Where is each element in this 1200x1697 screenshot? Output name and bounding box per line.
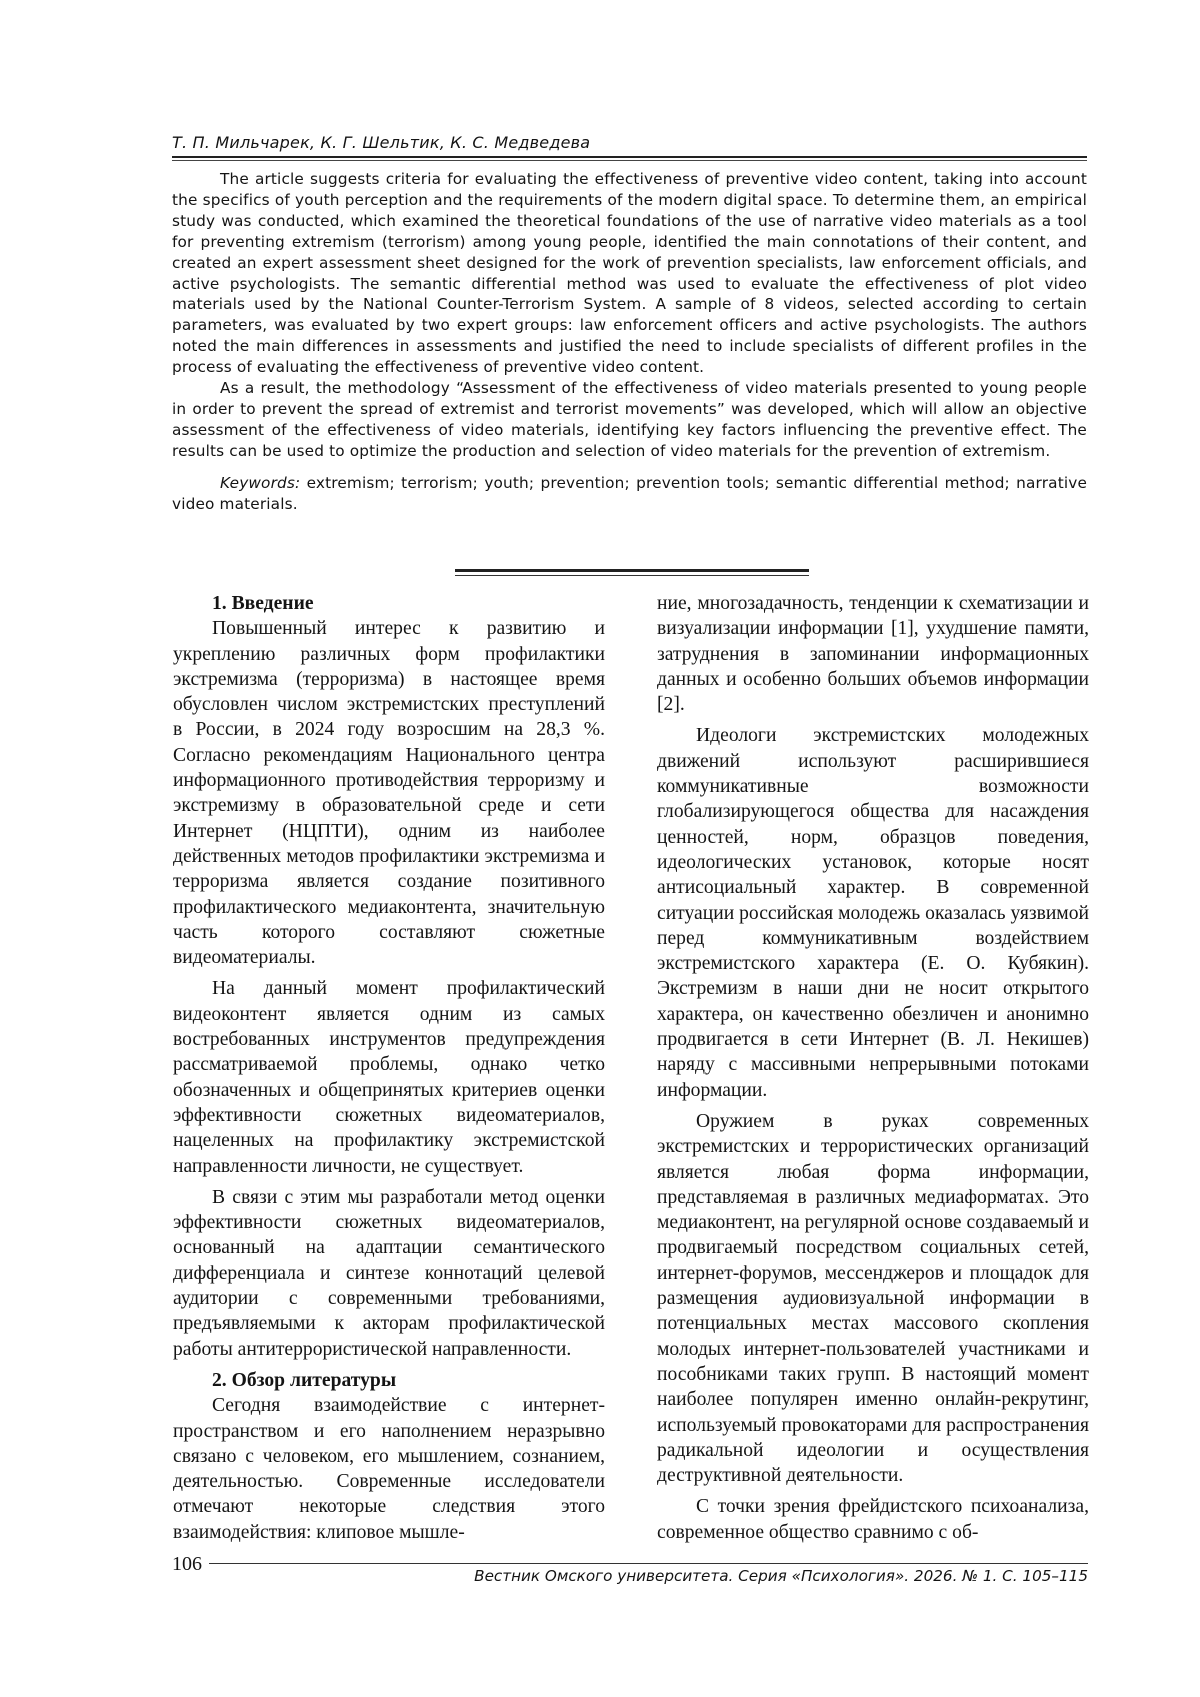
abstract bbox=[172, 169, 1087, 515]
heading-literature-review: 2. Обзор литературы bbox=[212, 1369, 397, 1391]
footer-rule bbox=[209, 1563, 1088, 1564]
body-paragraph-continued: ние, многозадачность, тенденции к схематизации и визуализации информации [1], ухудшение памяти, затруднения в запоминании информационных данных и особенно больших объемов информации [2]. bbox=[657, 593, 1089, 716]
body-paragraph: Сегодня взаимодействие с интернет-пространством и его наполнением неразрывно связано с человеком, его мышлением, сознанием, деятельностью. Современные исследователи отмечают некоторые следствия этого взаимодействия: клиповое мышле- bbox=[173, 1395, 605, 1543]
right-column bbox=[657, 591, 1089, 1545]
abstract-paragraph: The article suggests criteria for evaluating the effectiveness of preventive video content, taking into account the specifics of youth perception and the requirements of the modern digital space. To determine them, an empirical study was conducted, which examined the theoretical foundations of the use of narrative video materials as a tool for preventing extremism (terrorism) among young people, identified the main connotations of their content, and created an expert assessment sheet designed for the work of prevention specialists, law enforcement officials, and active psychologists. The semantic differential method was used to evaluate the effectiveness of plot video materials used by the National Counter-Terrorism System. A sample of 8 videos, selected according to certain parameters, was evaluated by two expert groups: law enforcement officers and active psychologists. The authors noted the main differences in assessments and justified the need to include specialists of different profiles in the process of evaluating the effectiveness of preventive video content. bbox=[172, 170, 1087, 377]
header-rule-thin bbox=[172, 160, 1087, 161]
section-separator bbox=[455, 569, 809, 572]
header-rule bbox=[172, 156, 1087, 158]
body-paragraph: Повышенный интерес к развитию и укреплению различных форм профилактики экстремизма (терроризма) в настоящее время обусловлен числом экстремистских преступлений в России, в 2024 году возросшим на 28,3 %. Согласно рекомендациям Национального центра информационного противодействия терроризму и экстремизму в образовательной среде и сети Интернет (НЦПТИ), одним из наиболее действенных методов профилактики экстремизма и терроризма является создание позитивного профилактического медиаконтента, значительную часть которого составляют сюжетные видеоматериалы. bbox=[173, 618, 605, 969]
body-paragraph: Оружием в руках современных экстремистских и террористических организаций является любая форма информации, представляемая в различных медиаформатах. Это медиаконтент, на регулярной основе создаваемый и продвигаемый посредством социальных сетей, интернет-форумов, мессенджеров и площадок для размещения аудиовизуальной информации в потенциальных местах массового скопления молодых интернет-пользователей участниками и пособниками таких групп. В настоящий момент наиболее популярен именно онлайн-рекрутинг, используемый провокаторами для распространения радикальной идеологии и осуществления деструктивной деятельности. bbox=[657, 1110, 1089, 1487]
keywords-label: Keywords: bbox=[220, 473, 301, 492]
body-paragraph: В связи с этим мы разработали метод оценки эффективности сюжетных видеоматериалов, основанный на адаптации семантического дифференциала и синтезе коннотаций целевой аудитории с современными требованиями, предъявляемыми к акторам профилактической работы антитеррористической направленности. bbox=[173, 1186, 605, 1360]
body-paragraph: Идеологи экстремистских молодежных движений используют расширившиеся коммуникативные возможности глобализирующегося общества для насаждения ценностей, норм, образцов поведения, идеологических установок, которые носят антисоциальный характер. В современной ситуации российская молодежь оказалась уязвимой перед коммуникативным воздействием экстремистского характера (Е. О. Кубякин). Экстремизм в наши дни не носит открытого характера, он качественно обезличен и анонимно продвигается в сети Интернет (В. Л. Некишев) наряду с массивными непрерывными потоками информации. bbox=[657, 725, 1089, 1101]
abstract-paragraph: As a result, the methodology “Assessment of the effectiveness of video materials presented to young people in order to prevent the spread of extremist and terrorist movements” was developed, which will allow an objective assessment of the effectiveness of video materials, identifying key factors influencing the preventive effect. The results can be used to optimize the production and selection of video materials for the prevention of extremism. bbox=[172, 379, 1087, 460]
body-paragraph: На данный момент профилактический видеоконтент является одним из самых востребованных инструментов предупреждения рассматриваемой проблемы, однако четко обозначенных и общепринятых критериев оценки эффективности сюжетных видеоматериалов, нацеленных на профилактику экстремистской направленности личности, не существует. bbox=[173, 978, 605, 1177]
section-separator-thin bbox=[455, 575, 809, 576]
heading-introduction: 1. Введение bbox=[212, 593, 314, 614]
running-header-authors: Т. П. Мильчарек, К. Г. Шельтик, К. С. Медведева bbox=[172, 133, 591, 152]
journal-citation: Вестник Омского университета. Серия «Психология». 2026. № 1. С. 105–115 bbox=[474, 1567, 1088, 1585]
page-number: 106 bbox=[172, 1553, 202, 1575]
keywords-text: extremism; terrorism; youth; prevention; prevention tools; semantic differential method; narrative video materials. bbox=[172, 473, 1087, 513]
body-paragraph: С точки зрения фрейдистского психоанализа, современное общество сравнимо с об- bbox=[657, 1496, 1089, 1543]
keywords bbox=[172, 473, 1087, 515]
left-column bbox=[173, 591, 605, 1545]
